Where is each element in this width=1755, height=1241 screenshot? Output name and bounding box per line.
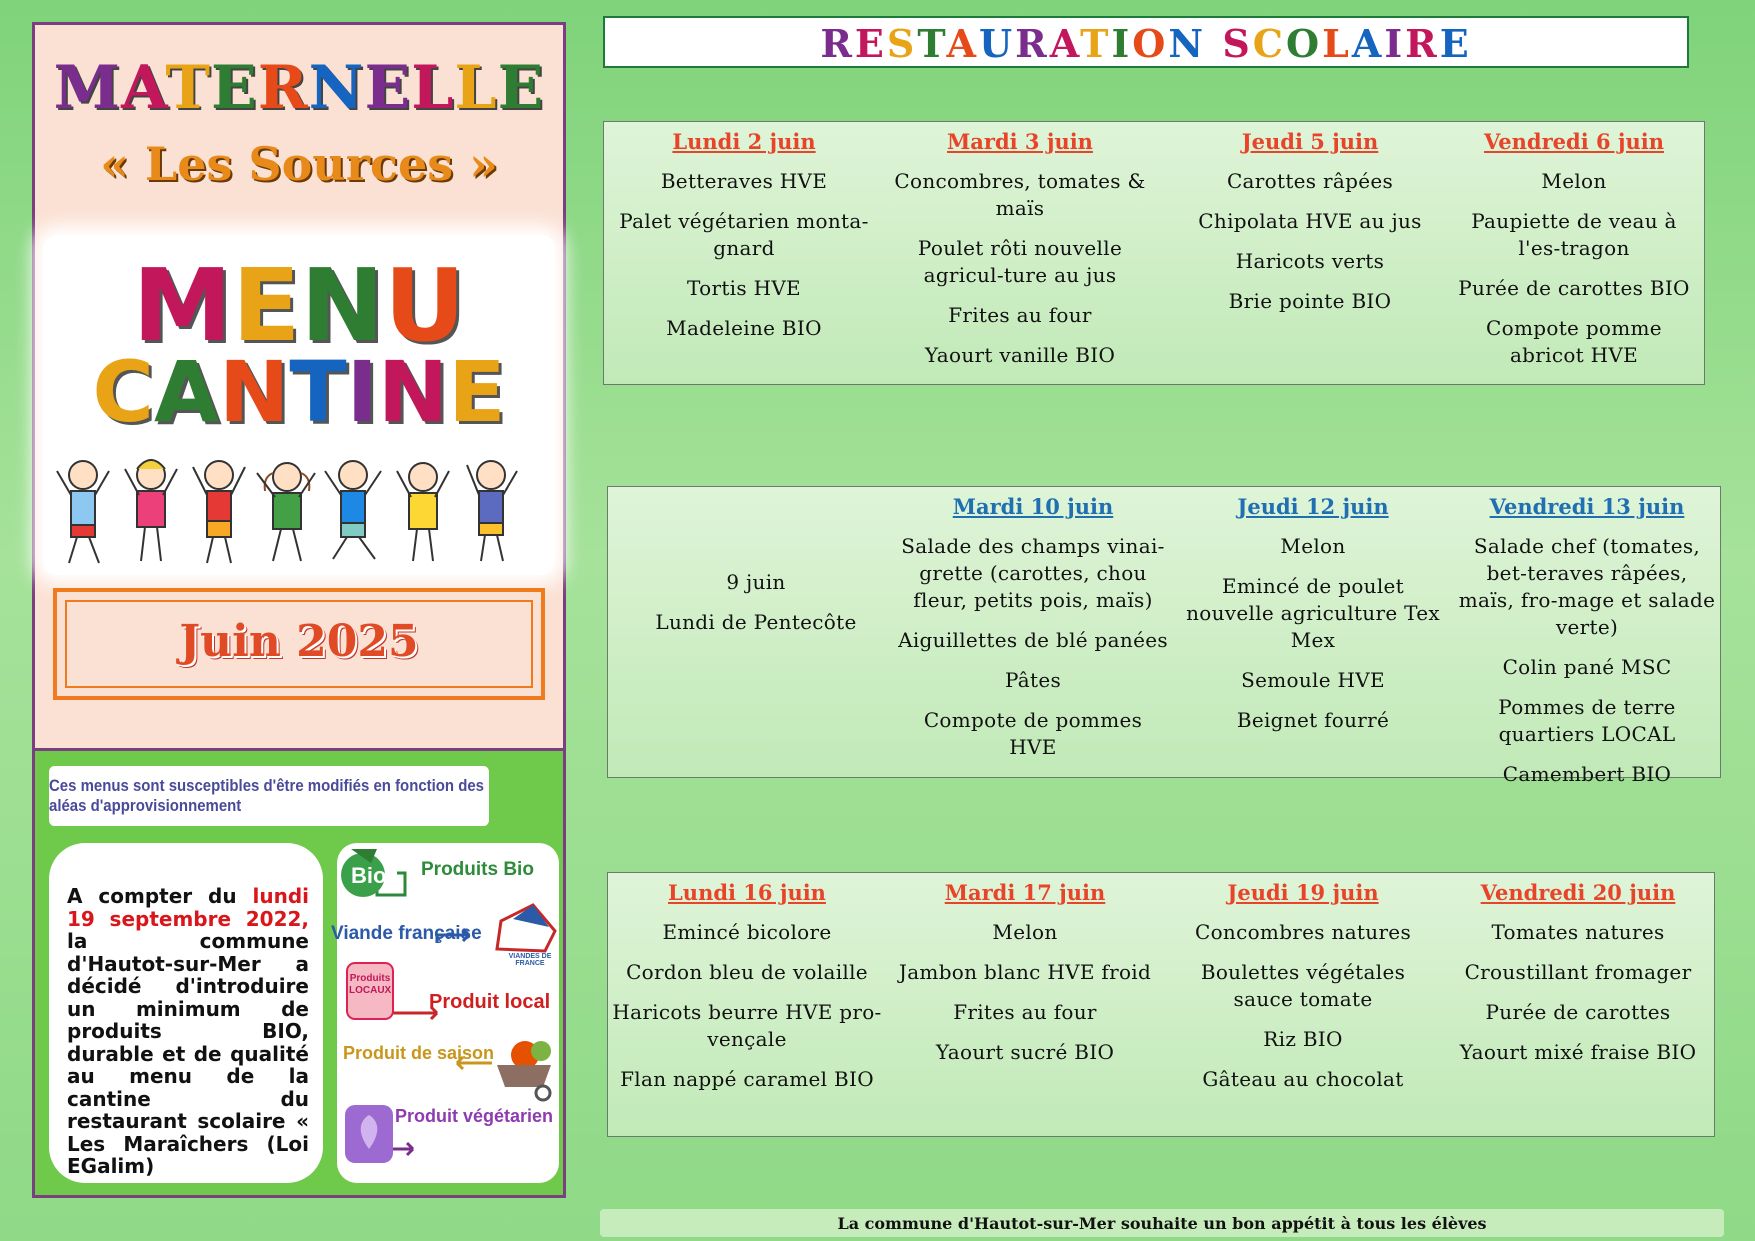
bio-badge-label: Bio xyxy=(351,863,387,888)
title-letter: T xyxy=(1080,21,1112,66)
dish: Chipolata HVE au jus xyxy=(1198,209,1422,233)
title-letter: E xyxy=(364,53,412,123)
title-letter: E xyxy=(211,53,258,123)
supply-notice: Ces menus sont susceptibles d'être modifiés en fonction des aléas d'approvisionnement xyxy=(49,766,489,826)
title-letter: I xyxy=(1384,21,1406,66)
title-letter: A xyxy=(1351,21,1385,66)
dish: Yaourt vanille BIO xyxy=(924,343,1116,367)
dish: Haricots beurre HVE pro-vençale xyxy=(612,1000,882,1051)
dish: Haricots verts xyxy=(1235,249,1385,273)
dish: Camembert BIO xyxy=(1502,762,1672,786)
dish: Croustillant fromager xyxy=(1464,960,1692,984)
dish: Concombres, tomates & maïs xyxy=(894,169,1146,220)
page-header xyxy=(603,16,1689,68)
info-text-date: lundi 19 septembre 2022, xyxy=(67,884,309,931)
bio-label: Produits Bio xyxy=(421,859,534,880)
dish: Melon xyxy=(992,920,1058,944)
dish: Emincé bicolore xyxy=(662,920,832,944)
title-letter: E xyxy=(1439,21,1472,66)
day-column xyxy=(1448,128,1700,382)
labels-legend xyxy=(331,843,559,1183)
menu-cantine-illustration xyxy=(43,235,555,575)
title-letter: O xyxy=(1286,21,1323,66)
day-column xyxy=(1456,493,1718,801)
day-title: Jeudi 12 juin xyxy=(1237,494,1389,519)
children-illustration xyxy=(53,451,545,571)
dish: Tortis HVE xyxy=(687,276,801,300)
title-letter: R xyxy=(1015,21,1050,66)
title-letter: M xyxy=(53,53,122,123)
menu-letter: N xyxy=(300,247,385,364)
dish: Salade chef (tomates, bet-teraves râpées, maïs, fro-mage et salade verte) xyxy=(1458,534,1716,639)
week-3-menu xyxy=(607,872,1715,1137)
dish: Carottes râpées xyxy=(1226,169,1394,193)
title-letter: A xyxy=(946,21,980,66)
cantine-letter: A xyxy=(154,343,220,441)
menu-letter: E xyxy=(232,247,301,364)
dish: Paupiette de veau à l'es-tragon xyxy=(1471,209,1677,260)
holiday-name: Lundi de Pentecôte xyxy=(655,610,857,634)
dish: Tomates natures xyxy=(1491,920,1665,944)
dish: Aiguillettes de blé panées xyxy=(898,628,1168,652)
title-letter: L xyxy=(1322,21,1352,66)
info-section xyxy=(35,751,563,1195)
day-column xyxy=(1178,128,1442,328)
poster-header xyxy=(35,25,563,751)
viande-badge-label: VIANDES DE FRANCE xyxy=(508,953,552,967)
title-letter: I xyxy=(1111,21,1133,66)
day-title: Mardi 3 juin xyxy=(947,129,1093,154)
title-letter: E xyxy=(497,53,545,123)
title-letter: S xyxy=(886,21,918,66)
menu-letter: M xyxy=(132,247,233,364)
month-banner xyxy=(53,588,545,700)
dish: Beignet fourré xyxy=(1236,708,1390,732)
cantine-letter: E xyxy=(448,343,506,441)
dish: Salade des champs vinai-grette (carottes, chou fleur, petits pois, maïs) xyxy=(901,534,1165,612)
title-letter xyxy=(1206,21,1222,66)
vegetarien-label: Produit végétarien xyxy=(395,1106,554,1126)
day-column xyxy=(890,879,1160,1079)
info-text-part1: A compter du xyxy=(67,884,237,908)
title-letter: N xyxy=(308,53,365,123)
title-letter: L xyxy=(411,53,455,123)
dish: Yaourt sucré BIO xyxy=(935,1040,1115,1064)
day-title: Jeudi 19 juin xyxy=(1227,880,1379,905)
dish: Boulettes végétales sauce tomate xyxy=(1200,960,1406,1011)
week-1-menu xyxy=(603,121,1705,385)
title-letter: O xyxy=(1132,21,1169,66)
day-title: Jeudi 5 juin xyxy=(1241,129,1379,154)
day-column xyxy=(898,493,1168,774)
day-column xyxy=(1168,879,1438,1106)
day-title: Mardi 17 juin xyxy=(944,880,1106,905)
cantine-letter: N xyxy=(219,343,290,441)
local-badge-label: Produits LOCAUX xyxy=(349,973,392,996)
title-letter: U xyxy=(979,21,1016,66)
day-column xyxy=(880,128,1160,382)
menu-letter: U xyxy=(384,247,466,364)
dish: Concombres natures xyxy=(1194,920,1412,944)
dish: Frites au four xyxy=(948,303,1092,327)
title-letter: R xyxy=(820,21,855,66)
dish: Compote pomme abricot HVE xyxy=(1486,316,1662,367)
footer-message: La commune d'Hautot-sur-Mer souhaite un bon appétit à tous les élèves xyxy=(600,1209,1724,1237)
dish: Madeleine BIO xyxy=(666,316,822,340)
local-label: Produit local xyxy=(429,991,551,1013)
dish: Compote de pommes HVE xyxy=(923,708,1143,759)
day-column xyxy=(612,879,882,1106)
holiday-date: 9 juin xyxy=(726,570,786,594)
title-letter: E xyxy=(854,21,887,66)
dish: Melon xyxy=(1280,534,1346,558)
dish: Emincé de poulet nouvelle agriculture Tex Mex xyxy=(1186,574,1440,652)
vegetables-basket-icon xyxy=(497,1041,551,1100)
dish: Flan nappé caramel BIO xyxy=(620,1067,874,1091)
title-letter: S xyxy=(1222,21,1253,66)
cantine-letter: T xyxy=(289,343,347,441)
title-letter: L xyxy=(454,53,498,123)
dish: Colin pané MSC xyxy=(1502,655,1672,679)
day-title: Lundi 2 juin xyxy=(672,129,816,154)
egalim-info-card xyxy=(49,843,323,1183)
title-letter: A xyxy=(121,53,166,123)
dish: Frites au four xyxy=(953,1000,1097,1024)
title-letter: T xyxy=(165,53,212,123)
dish: Cordon bleu de volaille xyxy=(626,960,868,984)
info-text-part2: la commune d'Hautot-sur-Mer a décidé d'introduire un minimum de produits BIO, durable et de qualité au menu de la cantine du restaurant scolaire « Les Maraîchers (Loi EGalim) xyxy=(67,929,309,1178)
cantine-letter: C xyxy=(92,343,155,441)
title-letter: T xyxy=(917,21,947,66)
day-title: Vendredi 6 juin xyxy=(1483,129,1665,154)
title-letter: N xyxy=(1168,21,1207,66)
day-title: Vendredi 13 juin xyxy=(1489,494,1685,519)
dish: Purée de carottes BIO xyxy=(1458,276,1690,300)
week-2-menu xyxy=(607,486,1721,786)
dish: Purée de carottes xyxy=(1485,1000,1671,1024)
page-title xyxy=(605,18,1687,70)
viande-label: Viande française xyxy=(331,923,482,944)
holiday-column xyxy=(618,569,894,649)
title-letter: R xyxy=(257,53,309,123)
dish: Betteraves HVE xyxy=(660,169,828,193)
month-label: Juin 2025 xyxy=(179,616,419,667)
dish: Brie pointe BIO xyxy=(1228,289,1392,313)
dish: Gâteau au chocolat xyxy=(1202,1067,1404,1091)
cantine-letter: N xyxy=(377,343,449,441)
saison-label: Produit de saison xyxy=(343,1043,495,1063)
day-title: Vendredi 20 juin xyxy=(1480,880,1676,905)
dish: Palet végétarien monta-gnard xyxy=(619,209,869,260)
school-title xyxy=(35,53,563,123)
school-name: « Les Sources » xyxy=(100,137,498,191)
dish: Pommes de terre quartiers LOCAL xyxy=(1498,695,1676,746)
dish: Yaourt mixé fraise BIO xyxy=(1459,1040,1697,1064)
day-column xyxy=(612,128,876,355)
cantine-letter: I xyxy=(346,343,378,441)
dish: Poulet rôti nouvelle agricul-ture au jus xyxy=(917,236,1123,287)
dish: Riz BIO xyxy=(1263,1027,1343,1051)
dish: Semoule HVE xyxy=(1241,668,1385,692)
dish: Pâtes xyxy=(1004,668,1062,692)
dish: Melon xyxy=(1541,169,1607,193)
left-panel xyxy=(32,22,566,1198)
day-column xyxy=(1178,493,1448,747)
day-title: Mardi 10 juin xyxy=(952,494,1114,519)
title-letter: C xyxy=(1252,21,1287,66)
day-title: Lundi 16 juin xyxy=(668,880,826,905)
title-letter: R xyxy=(1405,21,1440,66)
day-column xyxy=(1446,879,1710,1079)
dish: Jambon blanc HVE froid xyxy=(898,960,1152,984)
title-letter: A xyxy=(1049,21,1081,66)
cantine-word xyxy=(43,343,555,441)
